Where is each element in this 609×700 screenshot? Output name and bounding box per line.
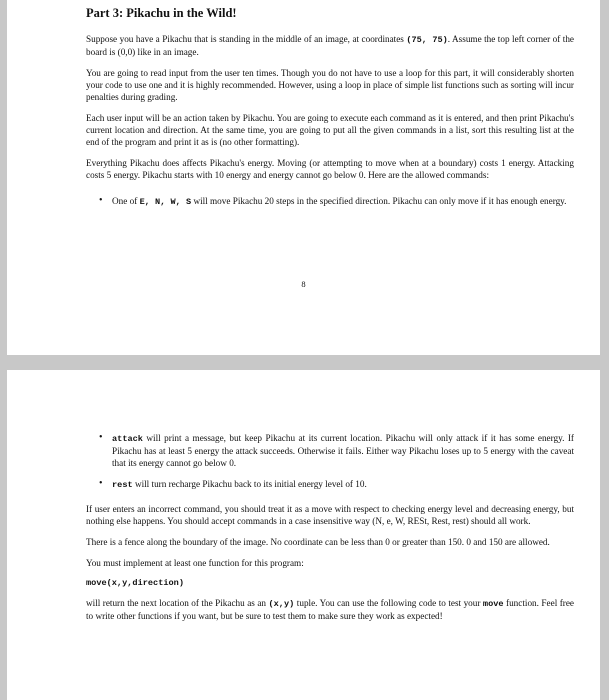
fence-paragraph: There is a fence along the boundary of the image. No coordinate can be less than 0 or greater than 150. 0 and 150 are allowed. (86, 537, 550, 547)
move-text-c: function. Feel free to write other functions if you want, but be sure to test them to make sure they work as expected! (86, 598, 575, 621)
bullet-icon: • (99, 432, 103, 443)
bullet-icon: • (99, 478, 103, 489)
move-text-b: tuple. You can use the following code to test your (294, 598, 483, 608)
rest-description: will turn recharge Pikachu back to its initial energy level of 10. (132, 479, 367, 489)
function-requirement-paragraph: You must implement at least one function for this program: (86, 558, 304, 568)
command-list-1 (86, 195, 574, 208)
tuple-code: (x,y) (268, 599, 295, 609)
move-fn-code: move (482, 599, 504, 609)
commands-paragraph: Each user input will be an action taken by Pikachu. You are going to execute each command as it is entered, and then print Pikachu's current location and direction. At the same time, you are going to put all the given commands in a list, sort this resulting list at the end of the program and print it as is (no other formatting). (86, 113, 574, 147)
direction-commands: E, N, W, S (139, 197, 192, 207)
document-page-2 (7, 370, 600, 700)
input-paragraph: You are going to read input from the user ten times. Though you do not have to use a loop for this part, it will considerably shorten your code to use one and it is highly recommended. However, using a loop in place of simple list functions such as sorting will incur penalties during grading. (86, 68, 574, 102)
move-description-paragraph (86, 597, 574, 622)
list-item-directions (99, 195, 574, 208)
command-list-2 (86, 432, 574, 491)
bullet-icon: • (99, 195, 103, 206)
incorrect-command-paragraph: If user enters an incorrect command, you should treat it as a move with respect to checking energy level and decreasing energy, but nothing else happens. You should accept commands in a case insensitive way (N, e, W, RESt, Rest, rest) should all work. (86, 504, 574, 526)
attack-description: will print a message, but keep Pikachu at its current location. Pikachu will only attack if it has some energy. If Pikachu has at least 5 energy the attack succeeds. Otherwise it fails. Either way Pikachu loses up to 5 energy with the caveat that its energy cannot go below 0. (112, 433, 574, 468)
start-coordinates: (75, 75) (406, 35, 448, 45)
intro-text-a: Suppose you have a Pikachu that is standing in the middle of an image, at coordinates (86, 34, 407, 44)
attack-keyword: attack (112, 434, 143, 444)
list-item-attack (99, 432, 574, 469)
bullet-text-b: will move Pikachu 20 steps in the specified direction. Pikachu can only move if it has enough energy. (191, 196, 567, 206)
rest-keyword: rest (112, 480, 133, 490)
document-page-1 (7, 0, 600, 355)
page-number: 8 (301, 279, 306, 289)
energy-paragraph: Everything Pikachu does affects Pikachu's energy. Moving (or attempting to move when at a boundary) costs 1 energy. Attacking costs 5 energy. Pikachu starts with 10 energy and energy cannot go below 0. Here are the allowed commands: (86, 158, 574, 180)
move-function-signature: move(x,y,direction) (86, 578, 184, 588)
move-text-a: will return the next location of the Pikachu as an (86, 598, 269, 608)
list-item-rest (99, 478, 574, 491)
intro-paragraph (86, 33, 574, 58)
bullet-text-a: One of (112, 196, 140, 206)
section-heading: Part 3: Pikachu in the Wild! (86, 6, 237, 20)
intro-text-b: . Assume the top left corner of the board is (0,0) like in an image. (86, 34, 574, 57)
